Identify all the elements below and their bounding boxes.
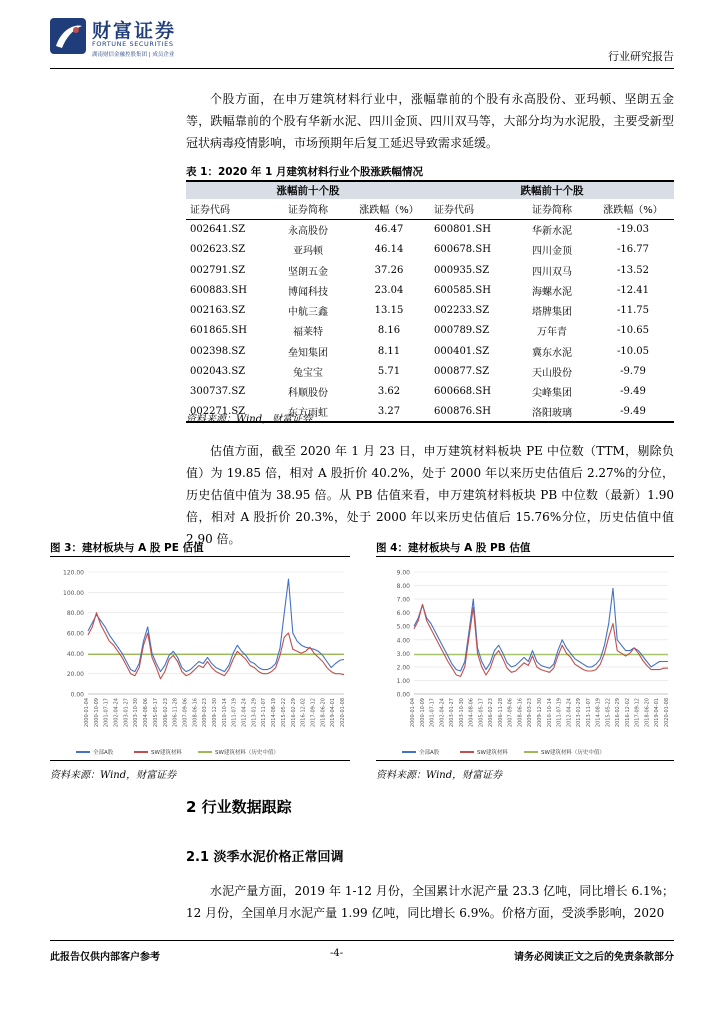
y-tick-label: 60.00 [66,630,84,638]
x-tick-label: 2009-12-30 [537,698,543,728]
stock-name: 四川金顶 [532,246,572,258]
stock-change: 3.27 [348,402,430,422]
x-tick-label: 2016-12-02 [624,698,631,728]
x-tick-label: 2011-07-19 [556,698,563,728]
legend-label: 全部A股 [419,750,440,756]
x-tick-label: 2005-05-17 [478,698,485,728]
col-name: 证券简称 [268,199,348,219]
group-gainers: 涨幅前十个股 [186,181,430,199]
x-tick-label: 2013-01-29 [251,698,258,728]
stock-name: 科顺股份 [288,388,328,400]
x-tick-label: 2004-08-06 [468,698,475,728]
stock-change: 8.16 [377,325,401,337]
stock-code: 002641.SZ [190,224,246,236]
table-row [186,382,674,402]
stock-code: 002623.SZ [190,244,246,256]
group-losers: 跌幅前十个股 [430,181,674,199]
stock-name: 海螺水泥 [532,286,572,298]
stock-change: 8.11 [377,345,401,357]
table-row [186,280,674,300]
table-column-header [186,199,674,219]
fig4-top-rule [376,556,674,557]
y-tick-label: 2.00 [396,664,410,672]
section-heading-2: 2 行业数据跟踪 [186,798,292,816]
series-line [88,579,344,672]
stock-name: 永高股份 [288,226,328,238]
x-tick-label: 2005-05-17 [152,698,159,728]
header-rule [50,68,674,69]
x-tick-label: 2009-03-23 [527,698,534,728]
table-row [186,321,674,341]
series-line [88,613,344,679]
x-tick-label: 2014-08-19 [595,698,602,728]
x-tick-label: 2006-02-23 [162,698,169,728]
stock-change: 37.26 [374,264,404,276]
x-tick-label: 2001-07-17 [103,698,110,728]
paragraph-valuation: 估值方面，截至 2020 年 1 月 23 日，申万建筑材料板块 PE 中位数（TTM，剔除负值）为 19.85 倍，相对 A 股折价 40.2%，处于 2000 年以来历史估值后 2.27%的分位，历史估值中值为 38.95 倍。从 PB 估值来看，申万建筑材料板块 PB 中位数（最新）1.90 倍，相对 A 股折价 20.3%，处于 2000 年以来历史估值后 15.76%分位，历史估值中值 2.90 倍。 [186,444,674,546]
x-tick-label: 2006-02-23 [488,698,495,728]
y-tick-label: 20.00 [66,671,84,679]
y-tick-label: 0.00 [396,691,410,699]
x-tick-label: 2006-11-28 [497,698,504,728]
stock-code: 000935.SZ [434,264,490,276]
stock-code: 002233.SZ [434,305,490,317]
col-code: 证券代码 [186,199,268,219]
x-tick-label: 2008-06-16 [192,698,199,728]
stock-code: 000877.SZ [434,366,490,378]
x-tick-label: 2017-09-12 [634,698,641,728]
table-row [186,260,674,280]
col-code: 证券代码 [430,199,512,219]
x-tick-label: 2007-09-06 [507,698,514,728]
x-tick-label: 2015-05-22 [280,698,287,728]
stock-change: -10.05 [616,345,649,357]
x-tick-label: 2003-01-27 [123,698,130,728]
legend-label: SW建筑材料（历史中值） [215,750,279,756]
x-tick-label: 2013-11-07 [585,698,592,728]
stock-name: 塔牌集团 [532,307,572,319]
stock-name: 洛阳玻璃 [512,402,592,422]
stock-name: 亚玛顿 [293,246,323,258]
stock-name: 天山股份 [532,368,572,380]
stock-code: 000789.SZ [434,325,490,337]
stock-change: 46.47 [374,224,404,236]
stock-code: 002043.SZ [190,366,246,378]
x-tick-label: 2001-07-17 [429,698,436,728]
y-tick-label: 5.00 [396,623,410,631]
x-tick-label: 2002-04-24 [113,698,120,728]
x-tick-label: 2013-11-07 [261,698,268,728]
legend-label: SW建筑材料 [151,750,182,756]
brand-name-cn: 财富证券 [92,20,177,42]
paragraph-cement: 水泥产量方面，2019 年 1-12 月份，全国累计水泥产量 23.3 亿吨，同比增长 6.1%；12 月份，全国单月水泥产量 1.99 亿吨，同比增长 6.9%。价格方面，受淡季影响，2020 [186,884,674,920]
y-tick-label: 120.00 [63,569,84,577]
y-tick-label: 6.00 [396,610,410,618]
legend-label: 全部A股 [93,750,114,756]
x-tick-label: 2019-04-01 [654,698,661,728]
x-tick-label: 2014-08-19 [271,698,278,728]
paragraph-stocks: 个股方面，在申万建筑材料行业中，涨幅靠前的个股有永高股份、亚玛顿、坚朗五金等，跌幅靠前的个股有华新水泥、四川金顶、四川双马等，大部分均为水泥股，主要受新型冠状病毒疫情影响，市场预期年后复工延迟导致需求延缓。 [186,92,674,150]
stock-change: -11.75 [616,305,649,317]
stock-change: 3.62 [377,386,401,398]
stock-code: 000401.SZ [434,345,490,357]
x-tick-label: 2013-01-29 [576,698,583,728]
stock-code: 600876.SH [430,402,512,422]
x-tick-label: 2017-09-12 [310,698,317,728]
col-change: 涨跌幅（%） [348,199,430,219]
x-tick-label: 2010-10-14 [221,698,228,728]
table-row [186,361,674,381]
y-tick-label: 0.00 [70,691,84,699]
stock-change: -9.79 [620,366,646,378]
stock-change: -12.41 [616,284,649,296]
stock-code: 300737.SZ [190,386,246,398]
x-tick-label: 2003-10-30 [458,698,465,728]
stock-name: 尖峰集团 [532,388,572,400]
legend-label: SW建筑材料 [477,750,508,756]
table-row [186,300,674,320]
stock-name: 垒知集团 [288,347,328,359]
stock-code: 002398.SZ [190,345,246,357]
y-tick-label: 7.00 [396,596,410,604]
stock-code: 002271.SZ [186,402,268,422]
footer-notice: 请务必阅读正文之后的免责条款部分 [514,952,674,963]
fortune-logo-icon [50,18,86,54]
fig4-source: 资料来源：Wind，财富证券 [376,770,503,781]
y-tick-label: 8.00 [396,583,410,591]
x-tick-label: 2019-04-01 [330,698,337,728]
x-tick-label: 2012-04-24 [566,698,573,728]
col-change: 涨跌幅（%） [592,199,674,219]
brand-tagline: 湖南财信金融控股集团 | 成员企业 [92,52,175,58]
stock-name: 华新水泥 [532,226,572,238]
x-tick-label: 2016-12-02 [300,698,307,728]
pb-valuation-chart [376,560,674,758]
stock-change: 13.15 [374,305,404,317]
fig3-top-rule [50,556,350,557]
table-row [186,219,674,239]
x-tick-label: 2009-12-30 [212,698,218,728]
brand-name-en: FORTUNE SECURITIES [92,40,174,48]
table-group-header [186,181,674,199]
stock-name: 东方雨虹 [268,402,348,422]
y-tick-label: 3.00 [396,650,410,658]
stock-change: 23.04 [374,284,404,296]
stock-name: 福莱特 [293,327,323,339]
stock-code: 600883.SH [190,284,247,296]
x-tick-label: 2018-06-20 [644,698,651,728]
legend-label: SW建筑材料（历史中值） [541,750,605,756]
x-tick-label: 2004-08-06 [143,698,150,728]
stock-name: 坚朗五金 [288,266,328,278]
series-line [414,588,668,671]
x-tick-label: 2007-09-06 [182,698,189,728]
fig4-bottom-rule [376,760,674,761]
x-tick-label: 2016-02-29 [290,698,297,728]
footer-rule [50,940,674,941]
x-tick-label: 2000-01-04 [410,698,416,728]
x-tick-label: 2018-06-20 [320,698,327,728]
x-tick-label: 2002-04-24 [439,698,446,728]
x-tick-label: 2012-04-24 [241,698,248,728]
stock-code: 600801.SH [434,224,491,236]
x-tick-label: 2003-10-30 [133,698,140,728]
page-number: -4- [330,948,344,959]
col-name: 证券简称 [512,199,592,219]
stock-code: 002163.SZ [190,305,246,317]
x-tick-label: 2008-06-16 [517,698,524,728]
x-tick-label: 2020-01-08 [340,698,346,728]
x-tick-label: 2010-10-14 [546,698,553,728]
x-tick-label: 2000-10-09 [93,698,100,728]
y-tick-label: 4.00 [396,637,410,645]
page-header [50,14,674,70]
fig3-source: 资料来源：Wind，财富证券 [50,770,177,781]
fig4-title: 图 4：建材板块与 A 股 PB 估值 [376,542,531,554]
x-tick-label: 2009-03-23 [202,698,209,728]
stock-name: 兔宝宝 [293,368,323,380]
stock-code: 600668.SH [434,386,491,398]
y-tick-label: 80.00 [66,610,84,618]
stock-change: -10.65 [616,325,649,337]
x-tick-label: 2000-10-09 [419,698,426,728]
stock-code: 600678.SH [434,244,491,256]
table-row [186,240,674,260]
y-tick-label: 100.00 [63,589,84,597]
table-source: 资料来源：Wind，财富证券 [186,414,313,425]
stock-name: 中航三鑫 [288,307,328,319]
stock-name: 博闻科技 [288,286,328,298]
table-row [186,341,674,361]
footer-disclaimer: 此报告仅供内部客户参考 [50,952,160,963]
x-tick-label: 2016-02-29 [615,698,622,728]
stock-change: -16.77 [616,244,649,256]
x-tick-label: 2006-11-28 [172,698,179,728]
y-tick-label: 40.00 [66,650,84,658]
x-tick-label: 2003-01-27 [449,698,456,728]
y-tick-label: 9.00 [396,569,410,577]
x-tick-label: 2015-05-22 [605,698,612,728]
stock-change-table [186,180,674,423]
fig3-bottom-rule [50,760,350,761]
x-tick-label: 2020-01-08 [664,698,670,728]
pe-valuation-chart [50,560,350,758]
section-heading-2-1: 2.1 淡季水泥价格正常回调 [186,850,344,865]
stock-change: 5.71 [377,366,401,378]
stock-change: -19.03 [616,224,649,236]
y-tick-label: 1.00 [396,677,410,685]
x-tick-label: 2000-01-04 [84,698,90,728]
fig3-title: 图 3：建材板块与 A 股 PE 估值 [50,542,204,554]
stock-change: -9.49 [592,402,674,422]
stock-code: 601865.SH [190,325,247,337]
report-type: 行业研究报告 [608,50,674,63]
table-title: 表 1：2020 年 1 月建筑材料行业个股涨跌幅情况 [186,166,423,178]
stock-name: 冀东水泥 [532,347,572,359]
stock-code: 002791.SZ [190,264,246,276]
x-tick-label: 2011-07-19 [231,698,238,728]
stock-change: -13.52 [616,264,649,276]
stock-change: -9.49 [620,386,646,398]
stock-change: 46.14 [374,244,404,256]
stock-name: 万年青 [537,327,567,339]
stock-name: 四川双马 [532,266,572,278]
stock-code: 600585.SH [434,284,491,296]
